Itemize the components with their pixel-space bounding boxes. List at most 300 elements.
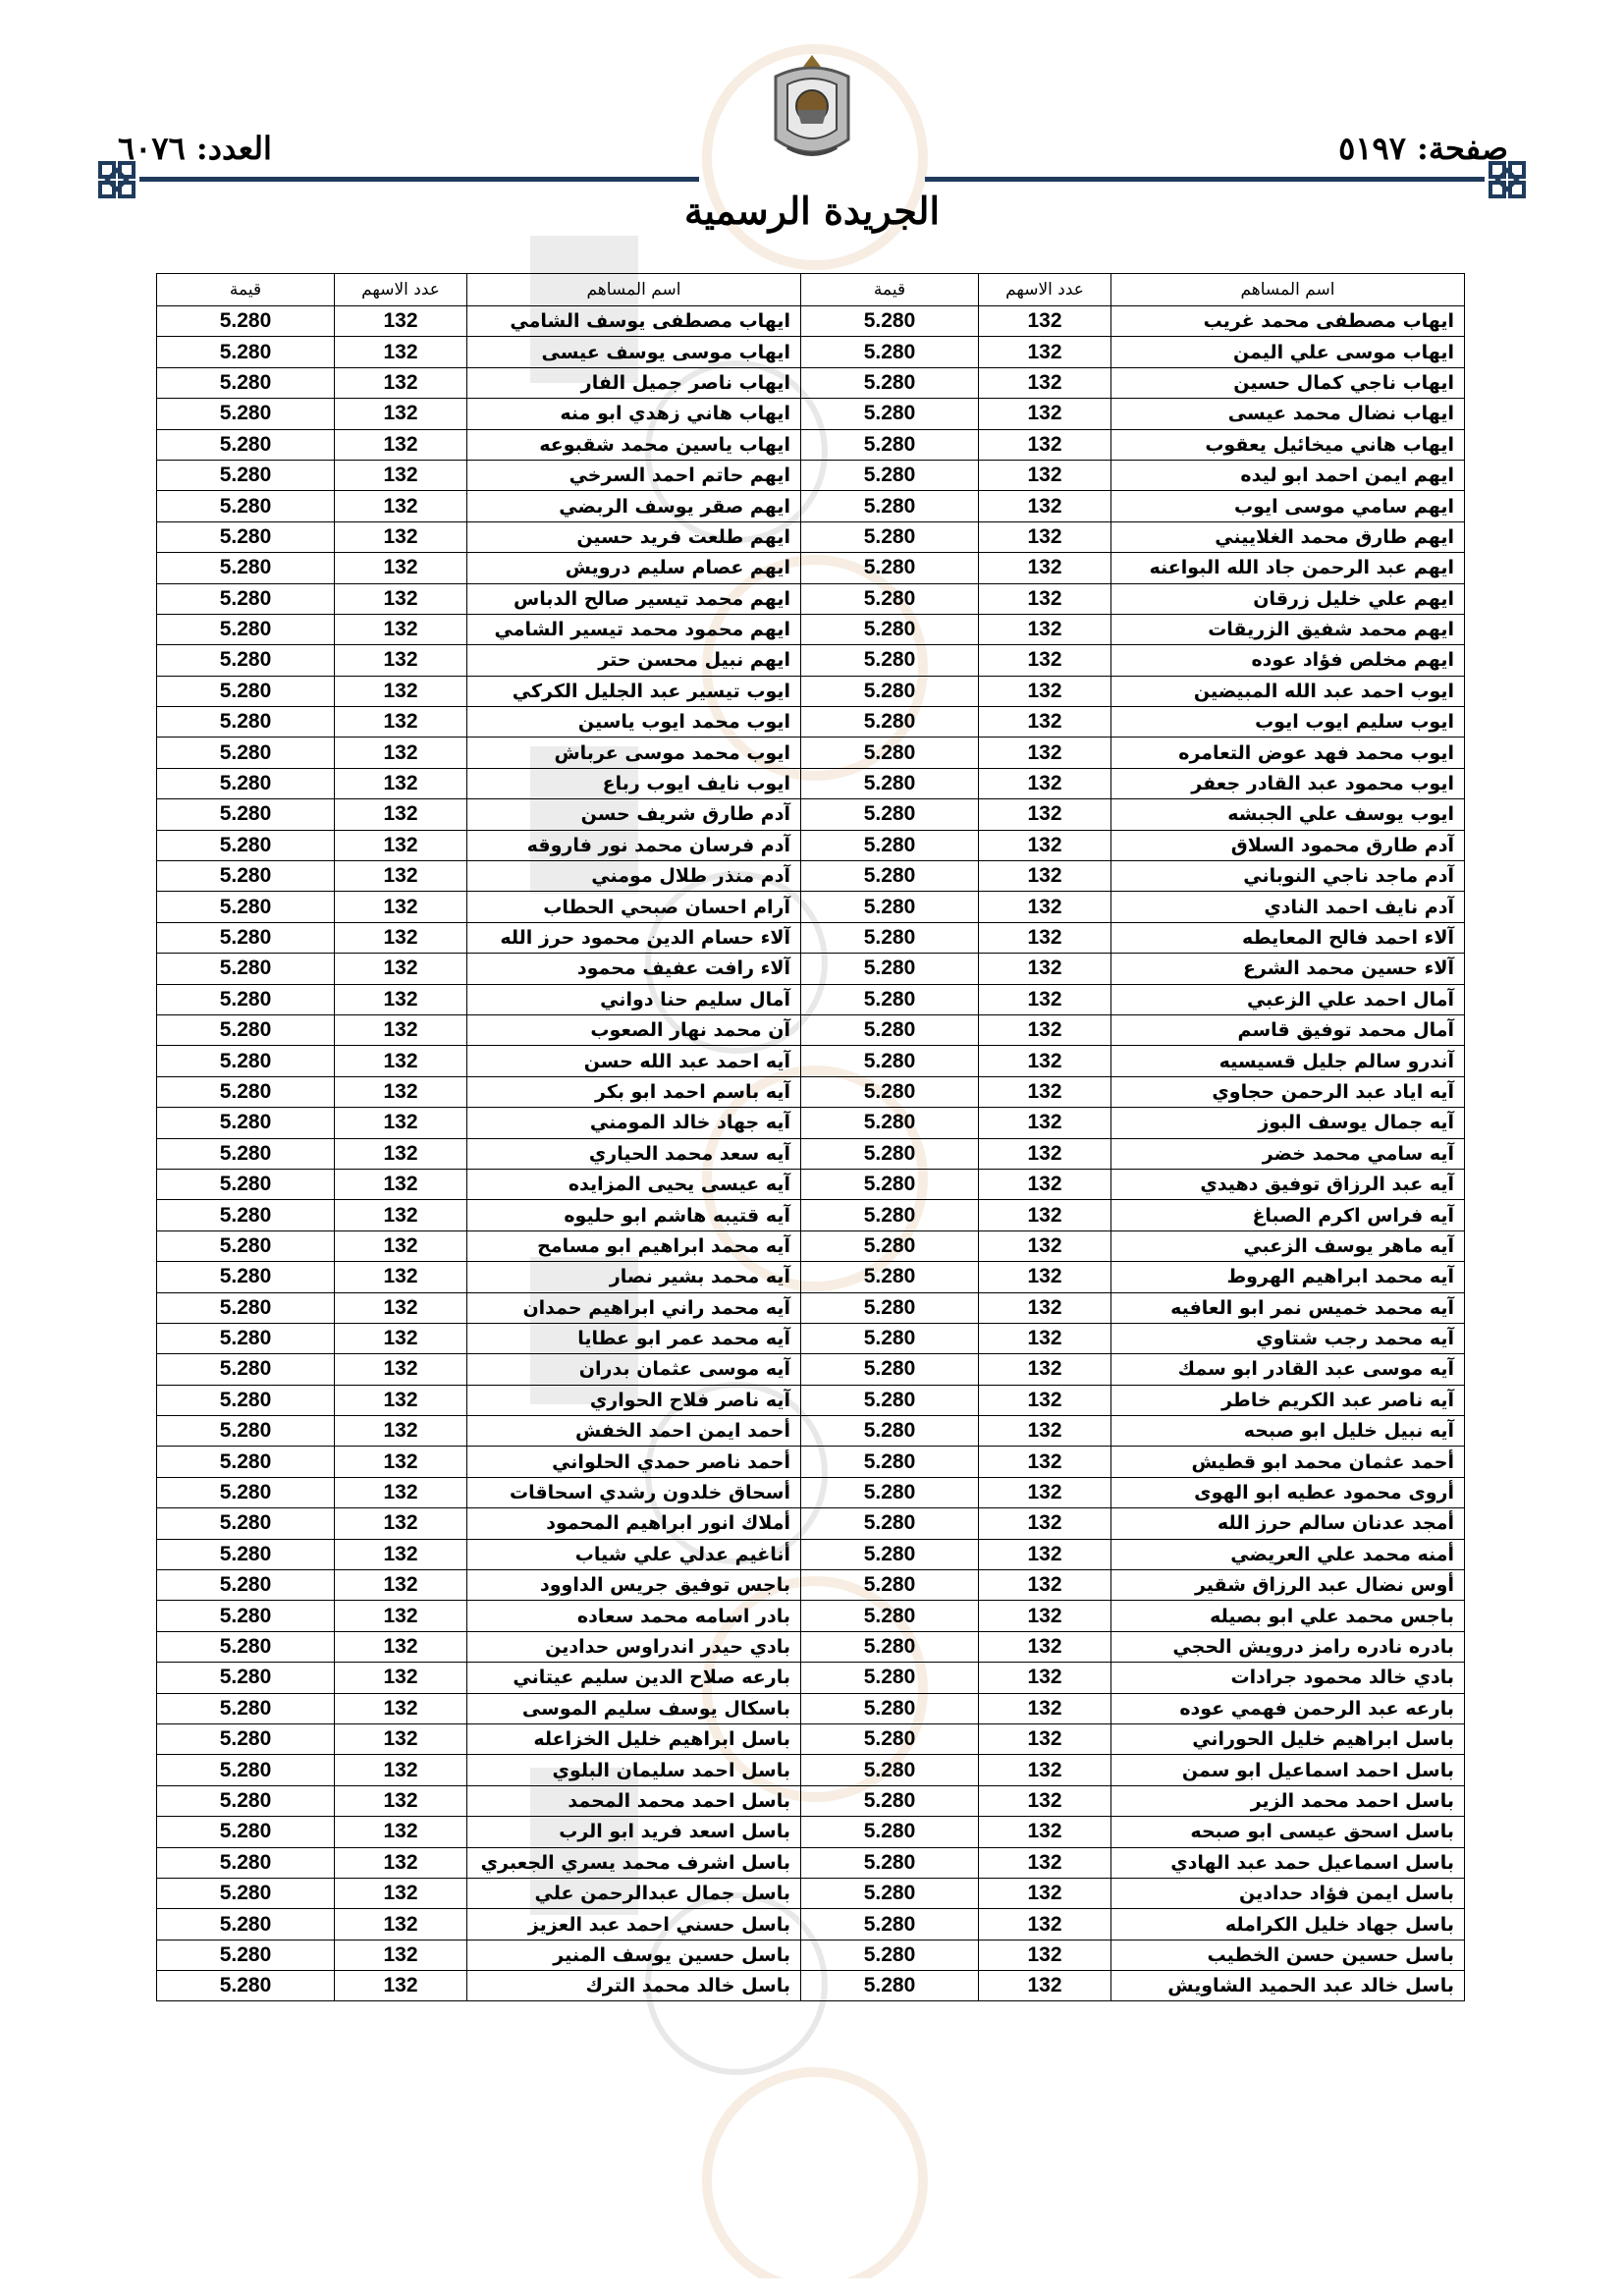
shareholder-name: باسل حسني احمد عبد العزيز xyxy=(467,1909,801,1940)
shareholder-name: آيه محمد رجب شتاوي xyxy=(1111,1323,1465,1353)
shareholder-name: ايهم طارق محمد الغلاييني xyxy=(1111,521,1465,552)
table-row xyxy=(157,553,1465,583)
table-row xyxy=(157,306,1465,337)
shareholder-name: ايهاب ناجي كمال حسين xyxy=(1111,367,1465,398)
share-value: 5.280 xyxy=(157,738,335,768)
shareholder-name: باسل خالد محمد الترك xyxy=(467,1971,801,2001)
share-count: 132 xyxy=(335,1971,467,2001)
share-value: 5.280 xyxy=(157,306,335,337)
share-count: 132 xyxy=(335,1570,467,1601)
shareholder-name: آيه عيسى يحيى المزايده xyxy=(467,1169,801,1199)
share-count: 132 xyxy=(979,707,1111,738)
share-count: 132 xyxy=(979,583,1111,614)
issue-number xyxy=(118,130,272,167)
share-count: 132 xyxy=(979,892,1111,922)
share-value: 5.280 xyxy=(801,1723,979,1754)
shareholder-name: بادره نادره رامز درويش الحجي xyxy=(1111,1631,1465,1662)
share-value: 5.280 xyxy=(801,1262,979,1292)
share-value: 5.280 xyxy=(157,645,335,676)
table-row xyxy=(157,738,1465,768)
table-row xyxy=(157,1817,1465,1847)
column-header-name: اسم المساهم xyxy=(467,274,801,306)
shareholder-name: بادر اسامه محمد سعاده xyxy=(467,1601,801,1631)
share-value: 5.280 xyxy=(157,1447,335,1477)
share-value: 5.280 xyxy=(157,367,335,398)
shareholder-name: آيه اياد عبد الرحمن حجاوي xyxy=(1111,1076,1465,1107)
share-count: 132 xyxy=(335,337,467,367)
table-row xyxy=(157,645,1465,676)
share-count: 132 xyxy=(335,399,467,429)
share-value: 5.280 xyxy=(801,367,979,398)
share-count: 132 xyxy=(979,799,1111,830)
shareholder-name: باسل احمد محمد المحمد xyxy=(467,1785,801,1816)
share-value: 5.280 xyxy=(801,399,979,429)
share-value: 5.280 xyxy=(801,1755,979,1785)
shareholder-name: ايوب احمد عبد الله المبيضين xyxy=(1111,676,1465,706)
share-count: 132 xyxy=(335,367,467,398)
table-row xyxy=(157,1878,1465,1908)
share-count: 132 xyxy=(979,1230,1111,1261)
share-value: 5.280 xyxy=(157,1909,335,1940)
shareholder-name: آيه ماهر يوسف الزعبي xyxy=(1111,1230,1465,1261)
shareholder-name: آلاء احمد فالح المعايطه xyxy=(1111,922,1465,953)
table-row xyxy=(157,799,1465,830)
share-count: 132 xyxy=(979,337,1111,367)
table-row xyxy=(157,1354,1465,1385)
shareholder-name: آيه عبد الرزاق توفيق دهيدي xyxy=(1111,1169,1465,1199)
share-count: 132 xyxy=(335,1292,467,1323)
share-value: 5.280 xyxy=(157,1385,335,1415)
share-value: 5.280 xyxy=(801,645,979,676)
share-count: 132 xyxy=(979,1817,1111,1847)
shareholder-name: آدم طارق محمود السلاق xyxy=(1111,830,1465,860)
share-value: 5.280 xyxy=(801,1847,979,1878)
share-count: 132 xyxy=(335,1508,467,1539)
share-value: 5.280 xyxy=(157,1262,335,1292)
share-count: 132 xyxy=(335,984,467,1014)
share-value: 5.280 xyxy=(801,521,979,552)
table-row xyxy=(157,521,1465,552)
share-count: 132 xyxy=(335,491,467,521)
shareholder-name: آيه سامي محمد خضر xyxy=(1111,1138,1465,1169)
share-count: 132 xyxy=(335,830,467,860)
share-count: 132 xyxy=(335,892,467,922)
shareholder-name: أناغيم عدلي علي شياب xyxy=(467,1539,801,1569)
share-count: 132 xyxy=(979,645,1111,676)
share-value: 5.280 xyxy=(801,1447,979,1477)
share-count: 132 xyxy=(979,1785,1111,1816)
shareholder-name: ايهم علي خليل زرقان xyxy=(1111,583,1465,614)
share-count: 132 xyxy=(335,553,467,583)
table-row xyxy=(157,1940,1465,1970)
share-value: 5.280 xyxy=(157,1723,335,1754)
share-count: 132 xyxy=(979,1971,1111,2001)
shareholder-name: ايهاب مصطفى محمد غريب xyxy=(1111,306,1465,337)
share-value: 5.280 xyxy=(157,1570,335,1601)
share-value: 5.280 xyxy=(801,1878,979,1908)
share-count: 132 xyxy=(979,738,1111,768)
share-count: 132 xyxy=(979,1416,1111,1447)
share-count: 132 xyxy=(335,583,467,614)
share-count: 132 xyxy=(979,1046,1111,1076)
shareholder-name: باسل حسين حسن الخطيب xyxy=(1111,1940,1465,1970)
shareholder-name: ايوب سليم ايوب ايوب xyxy=(1111,707,1465,738)
shareholder-name: ايهم محمد تيسير صالح الدباس xyxy=(467,583,801,614)
share-count: 132 xyxy=(979,1262,1111,1292)
share-value: 5.280 xyxy=(801,1014,979,1045)
share-value: 5.280 xyxy=(801,1785,979,1816)
share-count: 132 xyxy=(979,1447,1111,1477)
share-count: 132 xyxy=(335,1723,467,1754)
share-value: 5.280 xyxy=(157,1108,335,1138)
shareholder-name: آدم منذر طلال مومني xyxy=(467,861,801,892)
share-value: 5.280 xyxy=(801,1693,979,1723)
share-value: 5.280 xyxy=(801,1539,979,1569)
shareholder-name: آيه محمد ابراهيم ابو مسامح xyxy=(467,1230,801,1261)
share-value: 5.280 xyxy=(157,954,335,984)
share-count: 132 xyxy=(335,1878,467,1908)
share-value: 5.280 xyxy=(801,1817,979,1847)
table-row xyxy=(157,1108,1465,1138)
shareholder-name: أوس نضال عبد الرزاق شقير xyxy=(1111,1570,1465,1601)
share-count: 132 xyxy=(979,429,1111,460)
share-count: 132 xyxy=(979,922,1111,953)
share-count: 132 xyxy=(979,521,1111,552)
share-count: 132 xyxy=(979,399,1111,429)
share-value: 5.280 xyxy=(157,1755,335,1785)
table-row xyxy=(157,1570,1465,1601)
share-value: 5.280 xyxy=(801,583,979,614)
issue-number-label: العدد: xyxy=(195,130,272,167)
shareholder-name: باسل اسعد فريد ابو الرب xyxy=(467,1817,801,1847)
share-count: 132 xyxy=(335,1230,467,1261)
share-value: 5.280 xyxy=(801,1108,979,1138)
shareholder-name: أحمد ناصر حمدي الحلواني xyxy=(467,1447,801,1477)
share-count: 132 xyxy=(979,1323,1111,1353)
share-count: 132 xyxy=(335,645,467,676)
table-row xyxy=(157,367,1465,398)
shareholder-name: باسل احمد محمد الزير xyxy=(1111,1785,1465,1816)
shareholder-name: ايهاب نضال محمد عيسى xyxy=(1111,399,1465,429)
coat-of-arms-icon xyxy=(758,51,866,169)
shareholder-name: أحمد عثمان محمد ابو قطيش xyxy=(1111,1447,1465,1477)
share-value: 5.280 xyxy=(157,1200,335,1230)
share-value: 5.280 xyxy=(801,830,979,860)
table-row xyxy=(157,1785,1465,1816)
share-value: 5.280 xyxy=(801,1076,979,1107)
share-value: 5.280 xyxy=(157,1292,335,1323)
share-value: 5.280 xyxy=(801,707,979,738)
shareholder-name: آيه جهاد خالد المومني xyxy=(467,1108,801,1138)
table-row xyxy=(157,337,1465,367)
share-value: 5.280 xyxy=(157,1169,335,1199)
shareholder-name: ايوب يوسف علي الجبشه xyxy=(1111,799,1465,830)
shareholder-name: آرام احسان صبحي الحطاب xyxy=(467,892,801,922)
shareholder-name: باسل خالد عبد الحميد الشاويش xyxy=(1111,1971,1465,2001)
share-value: 5.280 xyxy=(157,1230,335,1261)
share-count: 132 xyxy=(979,984,1111,1014)
shareholder-name: بارعه عبد الرحمن فهمي عوده xyxy=(1111,1693,1465,1723)
share-value: 5.280 xyxy=(801,922,979,953)
share-value: 5.280 xyxy=(801,1169,979,1199)
shareholder-name: ايهاب موسى علي اليمن xyxy=(1111,337,1465,367)
shareholder-name: باسل ايمن فؤاد حدادين xyxy=(1111,1878,1465,1908)
share-value: 5.280 xyxy=(801,1940,979,1970)
shareholder-name: آن محمد نهار الصعوب xyxy=(467,1014,801,1045)
shareholder-name: باسل احمد اسماعيل ابو سمن xyxy=(1111,1755,1465,1785)
share-value: 5.280 xyxy=(801,1570,979,1601)
table-row xyxy=(157,1046,1465,1076)
shareholder-name: آيه سعد محمد الحياري xyxy=(467,1138,801,1169)
table-row xyxy=(157,1416,1465,1447)
share-value: 5.280 xyxy=(801,337,979,367)
share-value: 5.280 xyxy=(157,1508,335,1539)
shareholder-name: باسل احمد سليمان البلوي xyxy=(467,1755,801,1785)
share-value: 5.280 xyxy=(157,1138,335,1169)
share-value: 5.280 xyxy=(157,676,335,706)
shareholder-name: باسل حسين يوسف المنير xyxy=(467,1940,801,1970)
share-count: 132 xyxy=(335,1693,467,1723)
share-count: 132 xyxy=(979,1539,1111,1569)
shareholder-name: آلاء حسام الدين محمود حرز الله xyxy=(467,922,801,953)
share-count: 132 xyxy=(979,1200,1111,1230)
share-value: 5.280 xyxy=(801,306,979,337)
share-count: 132 xyxy=(979,1108,1111,1138)
share-count: 132 xyxy=(335,1138,467,1169)
shareholder-name: باسل ابراهيم خليل الحوراني xyxy=(1111,1723,1465,1754)
shareholder-name: آدم نايف احمد النادي xyxy=(1111,892,1465,922)
table-row xyxy=(157,460,1465,490)
shareholder-name: بارعه صلاح الدين سليم عيتاني xyxy=(467,1663,801,1693)
table-row xyxy=(157,1909,1465,1940)
table-row xyxy=(157,1292,1465,1323)
shareholder-name: ايوب محمد موسى عرباش xyxy=(467,738,801,768)
share-count: 132 xyxy=(979,768,1111,798)
table-row xyxy=(157,491,1465,521)
share-value: 5.280 xyxy=(157,399,335,429)
share-value: 5.280 xyxy=(801,1323,979,1353)
share-value: 5.280 xyxy=(801,1601,979,1631)
share-count: 132 xyxy=(335,1076,467,1107)
table-row xyxy=(157,1663,1465,1693)
gazette-title: الجريدة الرسمية xyxy=(683,189,941,233)
share-value: 5.280 xyxy=(801,1385,979,1415)
share-count: 132 xyxy=(979,1847,1111,1878)
share-value: 5.280 xyxy=(801,1508,979,1539)
shareholder-name: ايهم محمود محمد تيسير الشامي xyxy=(467,614,801,644)
shareholder-name: ايهم سامي موسى ايوب xyxy=(1111,491,1465,521)
share-count: 132 xyxy=(979,1909,1111,1940)
share-count: 132 xyxy=(979,553,1111,583)
share-value: 5.280 xyxy=(801,1631,979,1662)
share-value: 5.280 xyxy=(157,1076,335,1107)
shareholder-name: ايهاب ناصر جميل الفار xyxy=(467,367,801,398)
share-count: 132 xyxy=(335,1909,467,1940)
share-value: 5.280 xyxy=(157,1631,335,1662)
shareholder-name: باسل جمال عبدالرحمن علي xyxy=(467,1878,801,1908)
share-count: 132 xyxy=(335,1785,467,1816)
table-row xyxy=(157,1971,1465,2001)
shareholder-name: ايهم ايمن احمد ابو ليده xyxy=(1111,460,1465,490)
issue-number-value: ٦٠٧٦ xyxy=(118,130,186,167)
share-value: 5.280 xyxy=(801,1971,979,2001)
column-header-shares: عدد الاسهم xyxy=(979,274,1111,306)
shareholder-name: أمنه محمد علي العريضي xyxy=(1111,1539,1465,1569)
share-value: 5.280 xyxy=(157,1354,335,1385)
share-value: 5.280 xyxy=(157,1539,335,1569)
table-row xyxy=(157,1262,1465,1292)
shareholder-name: ايهاب هاني ميخائيل يعقوب xyxy=(1111,429,1465,460)
shareholder-name: آندرو سالم جليل قسيسيه xyxy=(1111,1046,1465,1076)
share-value: 5.280 xyxy=(157,1847,335,1878)
share-count: 132 xyxy=(979,491,1111,521)
share-value: 5.280 xyxy=(157,984,335,1014)
share-count: 132 xyxy=(335,1477,467,1507)
share-count: 132 xyxy=(335,1416,467,1447)
table-row xyxy=(157,1323,1465,1353)
shareholder-name: آيه محمد عمر ابو عطايا xyxy=(467,1323,801,1353)
share-count: 132 xyxy=(335,1940,467,1970)
share-count: 132 xyxy=(979,1663,1111,1693)
share-count: 132 xyxy=(335,614,467,644)
shareholder-name: آيه ناصر عبد الكريم خاطر xyxy=(1111,1385,1465,1415)
share-count: 132 xyxy=(335,1354,467,1385)
shareholder-name: أحمد ايمن احمد الخفش xyxy=(467,1416,801,1447)
shareholder-name: باسل جهاد خليل الكرامله xyxy=(1111,1909,1465,1940)
shareholder-name: آلاء حسين محمد الشرع xyxy=(1111,954,1465,984)
shareholder-name: ايهاب هاني زهدي ابو منه xyxy=(467,399,801,429)
table-row xyxy=(157,1847,1465,1878)
table-row xyxy=(157,922,1465,953)
shareholder-name: بادي حيدر اندراوس حدادين xyxy=(467,1631,801,1662)
shareholder-name: آدم ماجد ناجي النوباني xyxy=(1111,861,1465,892)
share-count: 132 xyxy=(335,738,467,768)
share-count: 132 xyxy=(335,1663,467,1693)
share-count: 132 xyxy=(979,1385,1111,1415)
table-row xyxy=(157,1169,1465,1199)
share-count: 132 xyxy=(335,922,467,953)
table-row xyxy=(157,1447,1465,1477)
shareholder-name: ايوب محمد فهد عوض التعامره xyxy=(1111,738,1465,768)
shareholder-name: باسكال يوسف سليم الموسى xyxy=(467,1693,801,1723)
page-number xyxy=(1338,130,1508,167)
shareholder-name: آمال محمد توفيق قاسم xyxy=(1111,1014,1465,1045)
table-row xyxy=(157,1601,1465,1631)
share-value: 5.280 xyxy=(157,1477,335,1507)
share-count: 132 xyxy=(335,521,467,552)
shareholders-table-wrapper xyxy=(177,273,1465,2001)
shareholder-name: آيه نبيل خليل ابو صبحه xyxy=(1111,1416,1465,1447)
share-count: 132 xyxy=(335,1169,467,1199)
share-count: 132 xyxy=(335,1014,467,1045)
share-count: 132 xyxy=(335,1847,467,1878)
share-count: 132 xyxy=(979,1631,1111,1662)
share-value: 5.280 xyxy=(801,614,979,644)
share-count: 132 xyxy=(979,676,1111,706)
shareholder-name: ايهم صقر يوسف الربضي xyxy=(467,491,801,521)
table-row xyxy=(157,954,1465,984)
shareholder-name: آيه محمد بشير نصار xyxy=(467,1262,801,1292)
share-count: 132 xyxy=(335,707,467,738)
table-header-row xyxy=(157,274,1465,306)
shareholder-name: آيه موسى عبد القادر ابو سمك xyxy=(1111,1354,1465,1385)
share-count: 132 xyxy=(335,1539,467,1569)
share-value: 5.280 xyxy=(157,337,335,367)
page-number-value: ٥١٩٧ xyxy=(1338,130,1406,167)
share-count: 132 xyxy=(335,1817,467,1847)
share-value: 5.280 xyxy=(157,1014,335,1045)
share-value: 5.280 xyxy=(157,491,335,521)
table-row xyxy=(157,1014,1465,1045)
share-value: 5.280 xyxy=(801,892,979,922)
table-row xyxy=(157,1631,1465,1662)
table-row xyxy=(157,768,1465,798)
shareholder-name: باسل اشرف محمد يسري الجعبري xyxy=(467,1847,801,1878)
shareholder-name: آدم طارق شريف حسن xyxy=(467,799,801,830)
shareholder-name: آيه قتيبه هاشم ابو حليوه xyxy=(467,1200,801,1230)
table-row xyxy=(157,707,1465,738)
share-value: 5.280 xyxy=(157,1601,335,1631)
share-value: 5.280 xyxy=(157,460,335,490)
share-value: 5.280 xyxy=(157,1940,335,1970)
share-value: 5.280 xyxy=(801,1477,979,1507)
shareholder-name: ايهم مخلص فؤاد عوده xyxy=(1111,645,1465,676)
table-row xyxy=(157,861,1465,892)
column-header-shares: عدد الاسهم xyxy=(335,274,467,306)
column-header-name: اسم المساهم xyxy=(1111,274,1465,306)
share-value: 5.280 xyxy=(157,922,335,953)
share-count: 132 xyxy=(979,861,1111,892)
share-count: 132 xyxy=(979,1601,1111,1631)
shareholder-name: ايوب محمد ايوب ياسين xyxy=(467,707,801,738)
share-value: 5.280 xyxy=(157,553,335,583)
shareholder-name: آمال احمد علي الزعبي xyxy=(1111,984,1465,1014)
share-count: 132 xyxy=(335,954,467,984)
shareholder-name: ايهم عبد الرحمن جاد الله البواعنه xyxy=(1111,553,1465,583)
share-value: 5.280 xyxy=(801,676,979,706)
shareholder-name: آيه محمد خميس نمر ابو العافيه xyxy=(1111,1292,1465,1323)
share-value: 5.280 xyxy=(157,1878,335,1908)
share-count: 132 xyxy=(335,799,467,830)
shareholder-name: ايهم عصام سليم درويش xyxy=(467,553,801,583)
share-value: 5.280 xyxy=(157,1785,335,1816)
header-rule-right xyxy=(925,177,1485,182)
share-count: 132 xyxy=(979,1354,1111,1385)
share-count: 132 xyxy=(979,367,1111,398)
share-value: 5.280 xyxy=(157,830,335,860)
shareholder-name: آيه فراس اكرم الصباغ xyxy=(1111,1200,1465,1230)
share-count: 132 xyxy=(335,1108,467,1138)
share-count: 132 xyxy=(335,1631,467,1662)
share-count: 132 xyxy=(335,861,467,892)
header-rule-left xyxy=(139,177,699,182)
table-row xyxy=(157,583,1465,614)
shareholder-name: ايهم حاتم احمد السرخي xyxy=(467,460,801,490)
share-count: 132 xyxy=(979,1693,1111,1723)
shareholder-name: آيه احمد عبد الله حسن xyxy=(467,1046,801,1076)
shareholder-name: أروى محمود عطيه ابو الهوى xyxy=(1111,1477,1465,1507)
table-row xyxy=(157,1076,1465,1107)
share-value: 5.280 xyxy=(157,521,335,552)
shareholder-name: ايهاب مصطفى يوسف الشامي xyxy=(467,306,801,337)
share-value: 5.280 xyxy=(801,1292,979,1323)
table-row xyxy=(157,399,1465,429)
share-count: 132 xyxy=(979,1138,1111,1169)
share-value: 5.280 xyxy=(801,460,979,490)
share-count: 132 xyxy=(335,1447,467,1477)
shareholder-name: ايوب محمود عبد القادر جعفر xyxy=(1111,768,1465,798)
share-count: 132 xyxy=(335,676,467,706)
